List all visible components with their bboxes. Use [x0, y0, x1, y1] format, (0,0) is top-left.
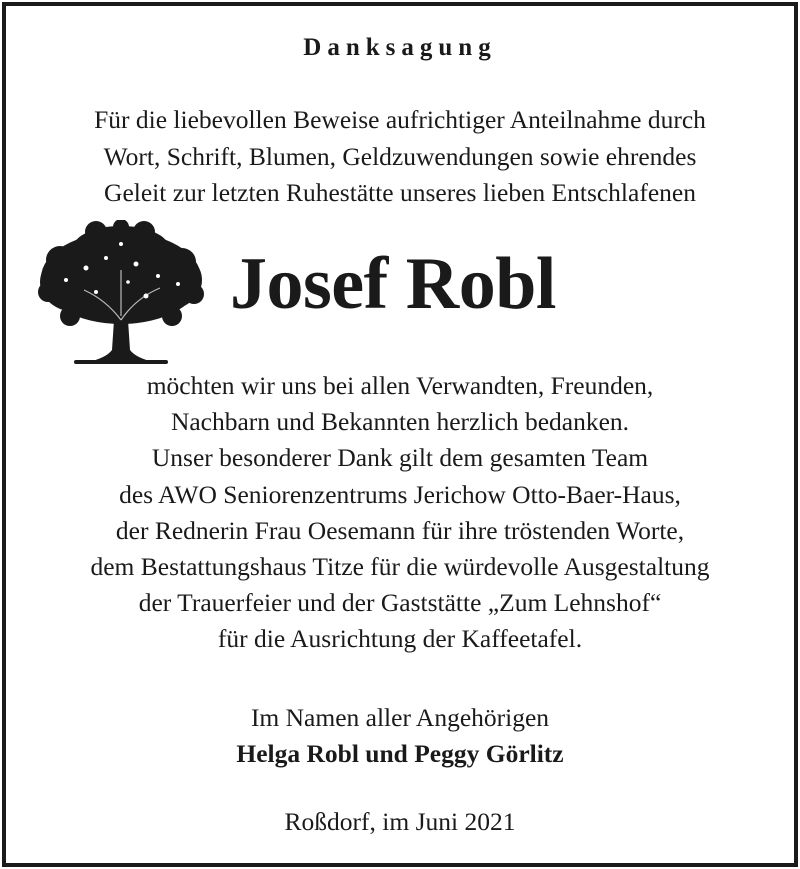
thanks-line: der Trauerfeier und der Gaststätte „Zum Lehnshof“	[138, 588, 662, 618]
closing-line: Im Namen aller Angehörigen	[250, 703, 550, 732]
intro-line: Für die liebevollen Beweise aufrichtiger Anteilnahme durch	[94, 105, 706, 134]
thanks-line: Unser besonderer Dank gilt dem gesamten Team	[151, 443, 649, 473]
thanks-line: Nachbarn und Bekannten herzlich bedanken.	[170, 407, 630, 437]
place-date: Roßdorf, im Juni 2021	[284, 807, 516, 836]
notice-heading: Danksagung	[303, 34, 497, 61]
thanks-paragraph	[6, 368, 794, 658]
thanks-line: des AWO Seniorenzentrums Jerichow Otto-Baer-Haus,	[119, 479, 681, 509]
obituary-card	[2, 2, 798, 867]
signature-block	[6, 700, 794, 772]
deceased-name: Josef Robl	[230, 243, 556, 325]
intro-paragraph	[6, 102, 794, 212]
thanks-line: der Rednerin Frau Oesemann für ihre tröstenden Worte,	[115, 515, 685, 545]
thanks-line: möchten wir uns bei allen Verwandten, Freunden,	[146, 371, 654, 400]
thanks-line: dem Bestattungshaus Titze für die würdevolle Ausgestaltung	[90, 552, 710, 582]
intro-line: Wort, Schrift, Blumen, Geldzuwendungen sowie ehrendes	[103, 141, 697, 171]
tree-icon	[36, 220, 206, 368]
thanks-line: für die Ausrichtung der Kaffeetafel.	[217, 624, 583, 654]
signatories: Helga Robl und Peggy Görlitz	[236, 739, 564, 768]
intro-line: Geleit zur letzten Ruhestätte unseres lieben Entschlafenen	[104, 178, 696, 207]
